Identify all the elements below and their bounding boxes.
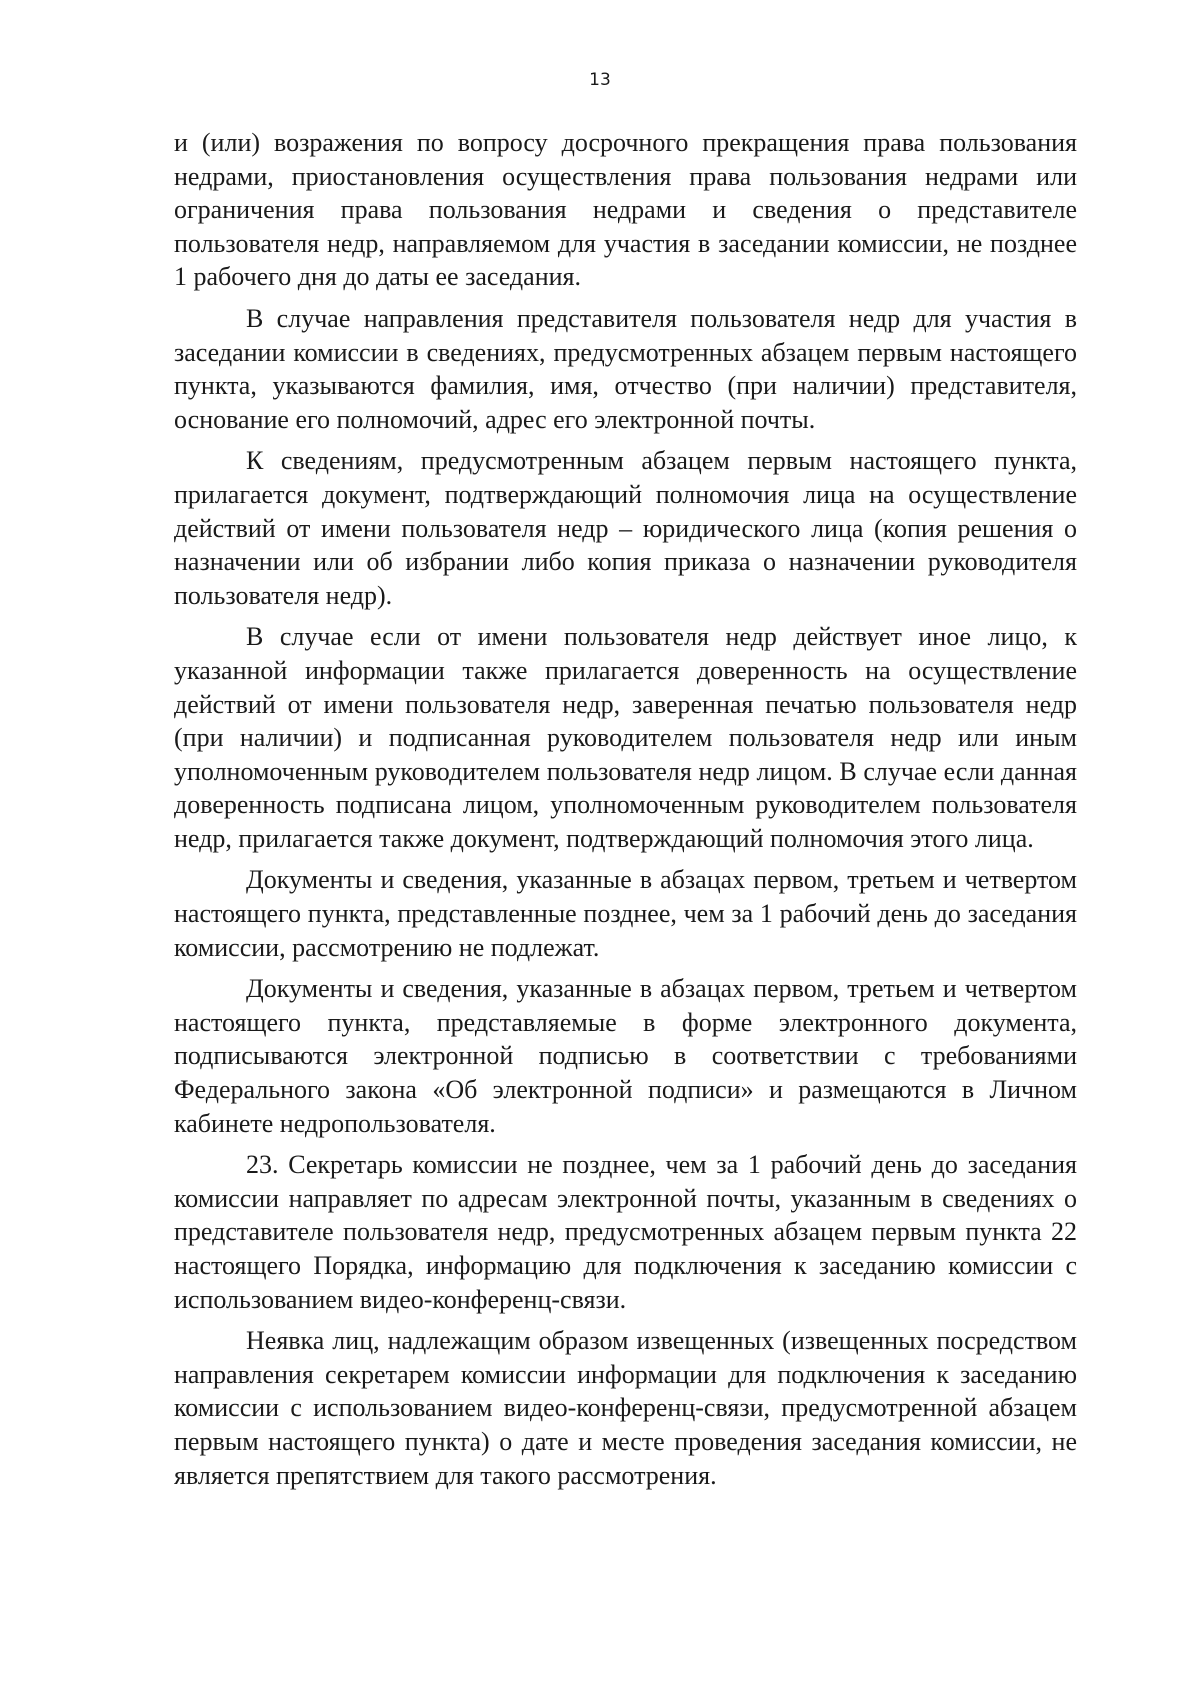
paragraph-non-appearance: Неявка лиц, надлежащим образом извещенных (извещенных посредством направления секретарем комиссии информации для подключения к заседанию комиссии с использованием видео-конференц-связи, предусмотренной абзацем первым настоящего пункта) о дате и месте проведения заседания комиссии, не является препятствием для такого рассмотрения.	[174, 1326, 1077, 1490]
paragraph-item-23: 23. Секретарь комиссии не позднее, чем за 1 рабочий день до заседания комиссии направляет по адресам электронной почты, указанным в сведениях о представителе пользователя недр, предусмотренных абзацем первым пункта 22 настоящего Порядка, информацию для подключения к заседанию комиссии с использованием видео-конференц-связи.	[174, 1150, 1077, 1314]
paragraph-authority-document: К сведениям, предусмотренным абзацем первым настоящего пункта, прилагается документ, подтверждающий полномочия лица на осуществление действий от имени пользователя недр – юридического лица (копия решения о назначении или об избрании либо копия приказа о назначении руководителя пользователя недр).	[174, 446, 1077, 610]
page-number: 13	[589, 70, 611, 90]
document-body	[174, 126, 1077, 1500]
paragraph-power-of-attorney: В случае если от имени пользователя недр действует иное лицо, к указанной информации также прилагается доверенность на осуществление действий от имени пользователя недр, заверенная печатью пользователя недр (при наличии) и подписанная руководителем пользователя недр или иным уполномоченным руководителем пользователя недр лицом. В случае если данная доверенность подписана лицом, уполномоченным руководителем пользователя недр, прилагается также документ, подтверждающий полномочия этого лица.	[174, 622, 1077, 853]
paragraph-electronic-documents: Документы и сведения, указанные в абзацах первом, третьем и четвертом настоящего пункта, представляемые в форме электронного документа, подписываются электронной подписью в соответствии с требованиями Федерального закона «Об электронной подписи» и размещаются в Личном кабинете недропользователя.	[174, 974, 1077, 1138]
paragraph-representative: В случае направления представителя пользователя недр для участия в заседании комиссии в сведениях, предусмотренных абзацем первым настоящего пункта, указываются фамилия, имя, отчество (при наличии) представителя, основание его полномочий, адрес его электронной почты.	[174, 303, 1077, 434]
paragraph-continuation: и (или) возражения по вопросу досрочного прекращения права пользования недрами, приостановления осуществления права пользования недрами или ограничения права пользования недрами и сведения о представителе пользователя недр, направляемом для участия в заседании комиссии, не позднее 1 рабочего дня до даты ее заседания.	[174, 128, 1077, 292]
paragraph-late-documents: Документы и сведения, указанные в абзацах первом, третьем и четвертом настоящего пункта, представленные позднее, чем за 1 рабочий день до заседания комиссии, рассмотрению не подлежат.	[174, 865, 1077, 962]
